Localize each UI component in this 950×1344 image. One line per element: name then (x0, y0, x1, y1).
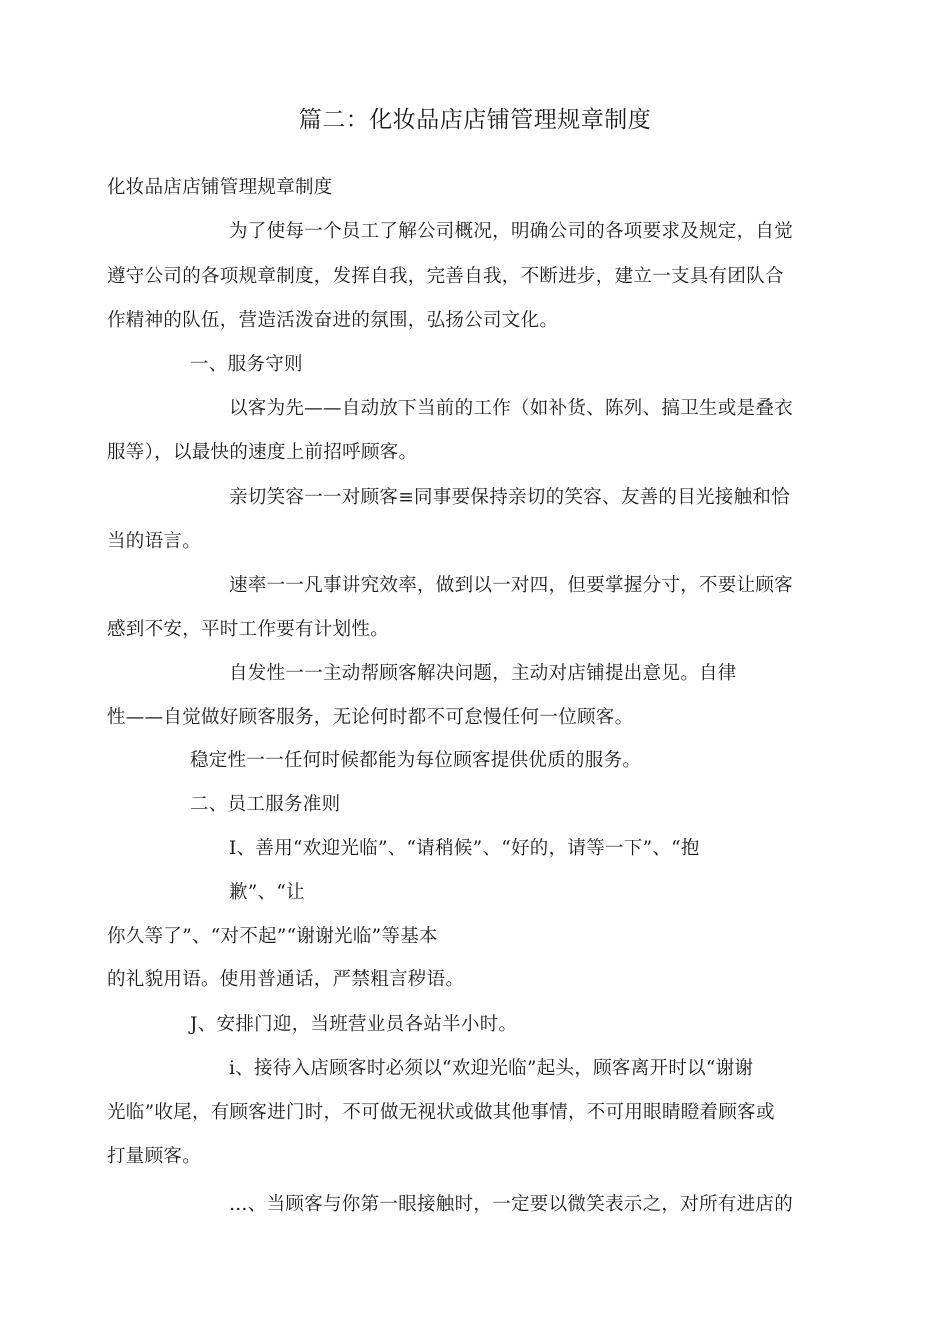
paragraph-line: 服等），以最快的速度上前招呼顾客。 (107, 442, 418, 463)
intro-line: 遵守公司的各项规章制度，发挥自我，完善自我，不断进步，建立一支具有团队合 (107, 266, 784, 287)
list-item-line: J、安排门迎，当班营业员各站半小时。 (190, 1014, 518, 1035)
paragraph-line: 感到不安，平时工作要有计划性。 (107, 619, 390, 640)
paragraph-line: 以客为先——自动放下当前的工作（如补货、陈列、搞卫生或是叠衣 (229, 398, 794, 419)
intro-line: 为了使每一个员工了解公司概况，明确公司的各项要求及规定，自觉 (229, 221, 794, 242)
paragraph-line: 自发性一一主动帮顾客解决问题，主动对店铺提出意见。自律 (229, 663, 737, 684)
intro-line: 作精神的队伍，营造活泼奋进的氛围，弘扬公司文化。 (107, 310, 559, 331)
list-item-line: 歉”、“让 (229, 882, 305, 903)
list-item-line: …、当顾客与你第一眼接触时，一定要以微笑表示之，对所有进店的 (229, 1194, 794, 1215)
document-subtitle: 化妆品店店铺管理规章制度 (107, 177, 333, 198)
list-item-line: 打量顾客。 (107, 1146, 202, 1167)
section-heading-staff-rules: 二、员工服务准则 (190, 794, 341, 815)
paragraph-line: 亲切笑容一一对顾客≡同事要保持亲切的笑容、友善的目光接触和恰 (229, 487, 791, 508)
paragraph-line: 性——自觉做好顾客服务，无论何时都不可怠慢任何一位顾客。 (107, 707, 634, 728)
list-item-line: 光临”收尾，有顾客进门时，不可做无视状或做其他事情，不可用眼睛瞪着顾客或 (107, 1102, 775, 1123)
document-title: 篇二：化妆品店店铺管理规章制度 (298, 107, 652, 133)
list-item-line: I、善用“欢迎光临”、“请稍候”、“好的，请等一下”、“抱 (229, 838, 700, 859)
list-item-line: i、接待入店顾客时必须以“欢迎光临”起头，顾客离开时以“谢谢 (229, 1058, 754, 1079)
section-heading-service-rules: 一、服务守则 (190, 354, 303, 375)
paragraph-line: 速率一一凡事讲究效率，做到以一对四，但要掌握分寸，不要让顾客 (229, 575, 794, 596)
list-item-line: 你久等了”、“对不起”“谢谢光临”等基本 (107, 926, 438, 947)
paragraph-line: 稳定性一一任何时候都能为每位顾客提供优质的服务。 (190, 750, 642, 771)
list-item-line: 的礼貌用语。使用普通话，严禁粗言秽语。 (107, 969, 465, 990)
paragraph-line: 当的语言。 (107, 531, 202, 552)
